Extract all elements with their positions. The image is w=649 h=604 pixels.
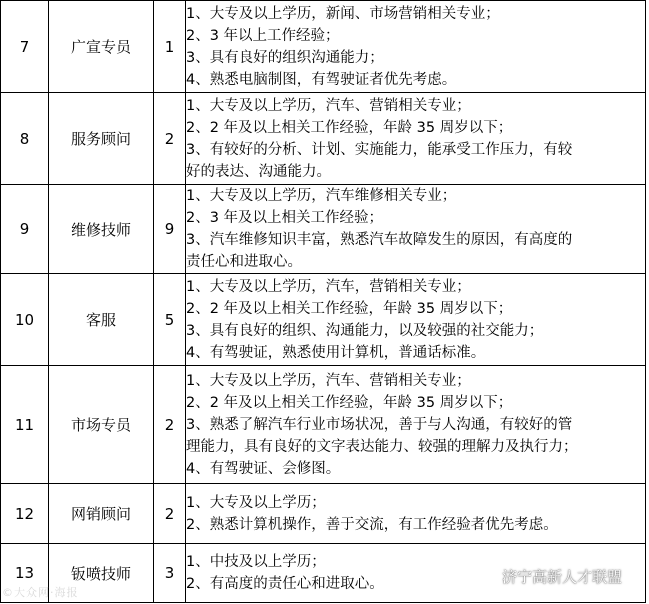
requirements-cell — [186, 1, 646, 93]
job-title: 维修技师 — [49, 185, 154, 274]
requirements-cell — [186, 366, 646, 484]
requirement-line: 4、熟悉电脑制图，有驾驶证者优先考虑。 — [186, 71, 457, 88]
requirement-line: 1、大专及以上学历，汽车、营销相关专业； — [186, 372, 471, 389]
headcount: 2 — [154, 484, 186, 544]
requirement-line: 2、熟悉计算机操作，善于交流，有工作经验者优先考虑。 — [186, 516, 558, 533]
requirement-line: 2、3 年以上工作经验； — [186, 27, 340, 44]
row-number: 9 — [1, 185, 49, 274]
requirement-line: 2、3 年及以上相关工作经验； — [186, 210, 384, 226]
requirement-line: 1、大专及以上学历，汽车维修相关专业； — [186, 188, 457, 204]
row-number: 7 — [1, 1, 49, 93]
headcount: 3 — [154, 544, 186, 603]
job-title: 市场专员 — [49, 366, 154, 484]
requirement-line: 2、有高度的责任心和进取心。 — [186, 576, 384, 592]
row-number: 10 — [1, 274, 49, 366]
table-row — [1, 484, 646, 544]
requirements-cell — [186, 274, 646, 366]
requirement-line: 2、2 年及以上相关工作经验，年龄 35 周岁以下； — [186, 394, 513, 411]
requirement-line: 3、具有良好的组织沟通能力； — [186, 49, 384, 66]
requirement-line: 1、大专及以上学历，汽车，营销相关专业； — [186, 278, 471, 295]
requirement-line: 3、汽车维修知识丰富，熟悉汽车故障发生的原因，有高度的 — [186, 232, 573, 248]
watermark-right — [474, 566, 622, 587]
job-title: 客服 — [49, 274, 154, 366]
headcount: 5 — [154, 274, 186, 366]
headcount: 9 — [154, 185, 186, 274]
requirement-line: 责任心和进取心。 — [186, 254, 302, 270]
headcount: 2 — [154, 366, 186, 484]
wechat-icon — [474, 568, 496, 586]
headcount: 2 — [154, 93, 186, 185]
requirement-line: 3、有较好的分析、计划、实施能力，能承受工作压力，有较 — [186, 141, 573, 158]
job-title: 网销顾问 — [49, 484, 154, 544]
requirement-line: 3、具有良好的组织、沟通能力，以及较强的社交能力； — [186, 322, 544, 339]
requirement-line: 1、大专及以上学历，汽车、营销相关专业； — [186, 97, 471, 114]
requirements-cell — [186, 93, 646, 185]
row-number: 8 — [1, 93, 49, 185]
requirement-line: 1、大专及以上学历，新闻、市场营销相关专业； — [186, 5, 500, 22]
row-number: 12 — [1, 484, 49, 544]
requirement-line: 理能力，具有良好的文字表达能力、较强的理解力及执行力； — [186, 438, 578, 455]
row-number: 11 — [1, 366, 49, 484]
headcount: 1 — [154, 1, 186, 93]
requirement-line: 4、有驾驶证、会修图。 — [186, 460, 341, 477]
requirement-line: 3、熟悉了解汽车行业市场状况，善于与人沟通，有较好的管 — [186, 416, 573, 433]
watermark-right-text: 济宁高新人才联盟 — [502, 568, 623, 586]
table-row — [1, 1, 646, 93]
table-row — [1, 93, 646, 185]
table-row — [1, 366, 646, 484]
requirement-line: 2、2 年及以上相关工作经验，年龄 35 周岁以下； — [186, 119, 513, 136]
table-row — [1, 274, 646, 366]
table-row — [1, 185, 646, 274]
job-title: 钣喷技师 — [49, 544, 154, 603]
requirement-line: 1、中技及以上学历； — [186, 554, 326, 570]
watermark-left: ©大众网·海报 — [2, 586, 79, 599]
row-number: 13 — [1, 544, 49, 603]
job-table-body — [1, 1, 646, 603]
requirement-line: 好的表达、沟通能力。 — [186, 163, 331, 180]
job-title: 服务顾问 — [49, 93, 154, 185]
requirements-cell — [186, 185, 646, 274]
requirement-line: 1、大专及以上学历； — [186, 494, 326, 511]
requirement-line: 4、有驾驶证，熟悉使用计算机，普通话标准。 — [186, 344, 486, 361]
requirement-line: 2、2 年及以上相关工作经验，年龄 35 周岁以下； — [186, 300, 513, 317]
requirements-cell — [186, 484, 646, 544]
job-title: 广宣专员 — [49, 1, 154, 93]
